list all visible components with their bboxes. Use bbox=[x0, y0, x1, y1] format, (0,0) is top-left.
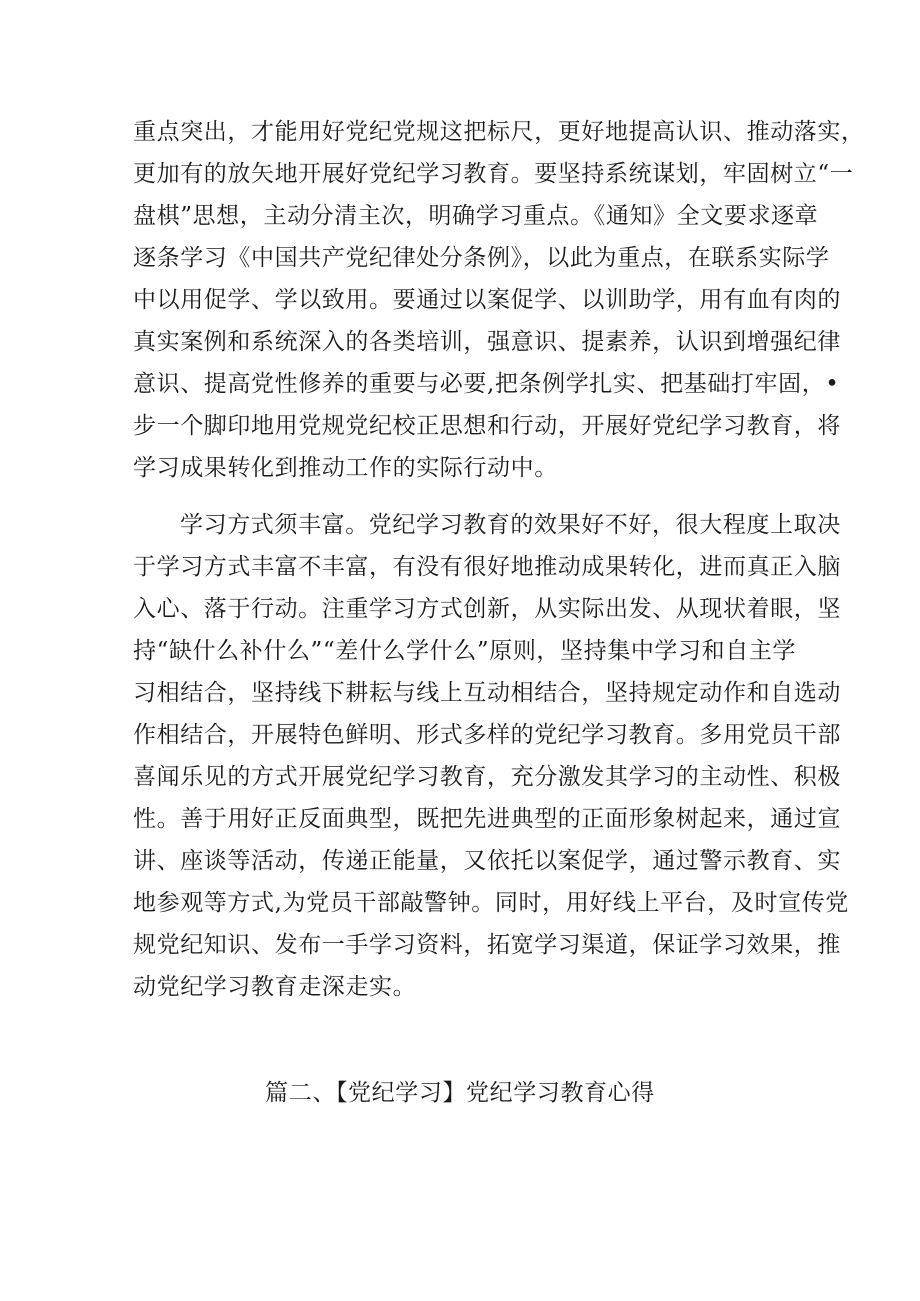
paragraph-line: 于学习方式丰富不丰富，有没有很好地推动成果转化，进而真正入脑 bbox=[133, 554, 841, 580]
paragraph-line: 喜闻乐见的方式开展党纪学习教育，充分激发其学习的主动性、积极 bbox=[133, 764, 841, 790]
paragraph-line: 持“缺什么补什么”“差什么学什么”原则，坚持集中学习和自主学 bbox=[133, 638, 797, 664]
paragraph-line: 学习成果转化到推动工作的实际行动中。 bbox=[133, 455, 558, 481]
section-heading: 篇二、【党纪学习】党纪学习教育心得 bbox=[265, 1080, 655, 1106]
paragraph-line: 动党纪学习教育走深走实。 bbox=[133, 974, 417, 1000]
paragraph-line: 入心、落于行动。注重学习方式创新，从实际出发、从现状着眼，坚 bbox=[133, 596, 841, 622]
paragraph-line: 地参观等方式,为党员干部敲警钟。同时，用好线上平台，及时宣传党 bbox=[133, 890, 849, 916]
paragraph-line: 中以用促学、学以致用。要通过以案促学、以训助学，用有血有肉的 bbox=[133, 287, 841, 313]
paragraph-line: 规党纪知识、发布一手学习资料，拓宽学习渠道，保证学习效果，推 bbox=[133, 932, 841, 958]
paragraph-line: 学习方式须丰富。党纪学习教育的效果好不好，很大程度上取决 bbox=[180, 512, 841, 538]
paragraph-line: 讲、座谈等活动，传递正能量，又依托以案促学，通过警示教育、实 bbox=[133, 848, 841, 874]
paragraph-line: 盘棋”思想，主动分清主次，明确学习重点。《通知》全文要求逐章 bbox=[133, 203, 819, 229]
paragraph-line: 真实案例和系统深入的各类培训，强意识、提素养，认识到增强纪律 bbox=[133, 329, 841, 355]
paragraph-line: 更加有的放矢地开展好党纪学习教育。要坚持系统谋划，牢固树立“一 bbox=[133, 161, 854, 187]
paragraph-line: 意识、提高党性修养的重要与必要,把条例学扎实、把基础打牢固，• bbox=[133, 371, 840, 397]
paragraph-line: 习相结合，坚持线下耕耘与线上互动相结合，坚持规定动作和自选动 bbox=[133, 680, 841, 706]
paragraph-line: 逐条学习《中国共产党纪律处分条例》，以此为重点，在联系实际学 bbox=[133, 245, 830, 271]
paragraph-line: 重点突出，才能用好党纪党规这把标尺，更好地提高认识、推动落实， bbox=[133, 119, 865, 145]
paragraph-line: 步一个脚印地用党规党纪校正思想和行动，开展好党纪学习教育，将 bbox=[133, 413, 841, 439]
paragraph-line: 作相结合，开展特色鲜明、形式多样的党纪学习教育。多用党员干部 bbox=[133, 722, 841, 748]
paragraph-line: 性。善于用好正反面典型，既把先进典型的正面形象树起来，通过宣 bbox=[133, 806, 841, 832]
